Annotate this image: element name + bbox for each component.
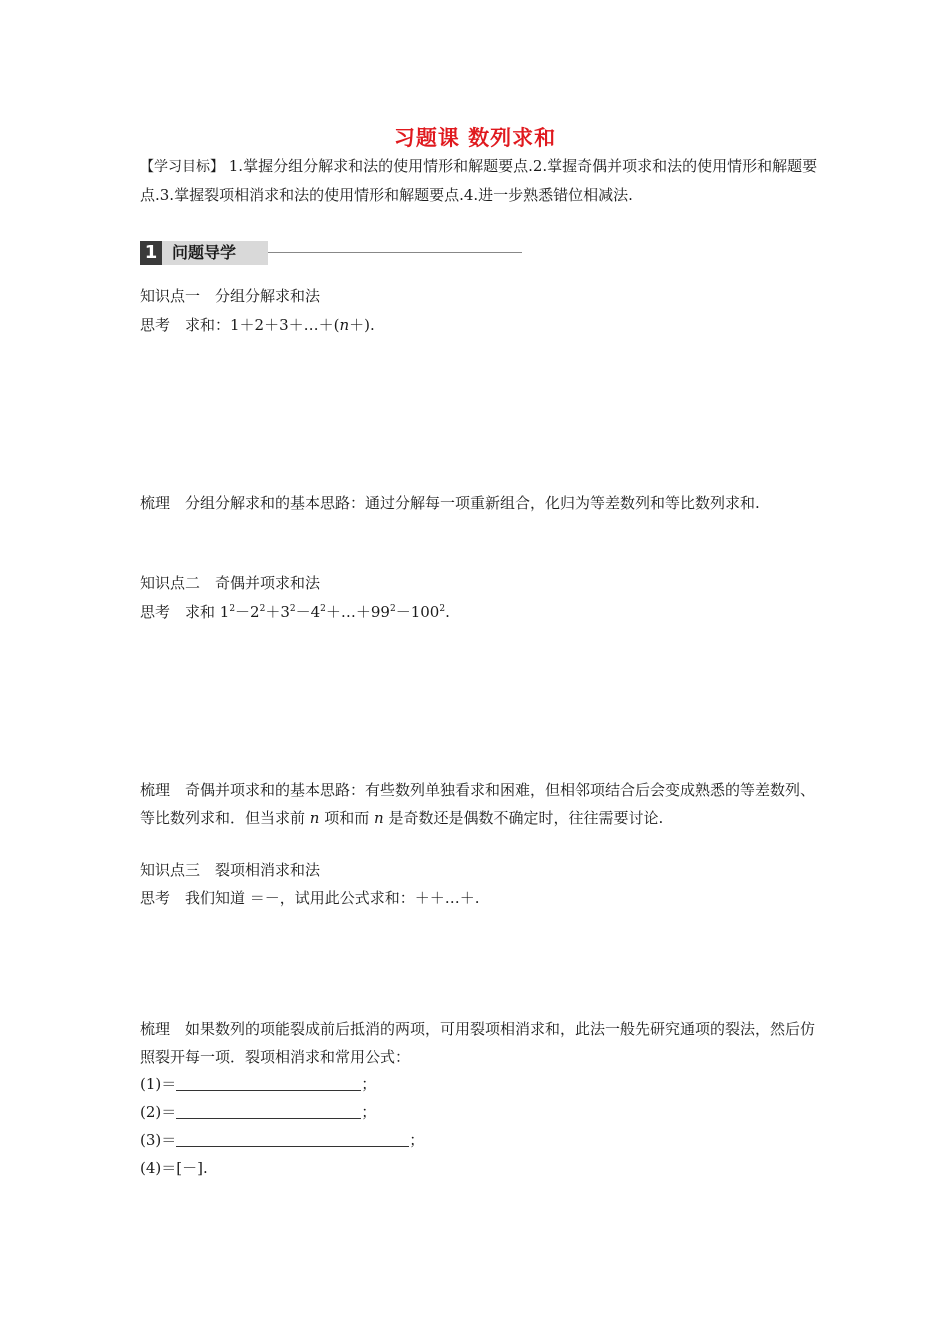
formula-end: ； [361, 1103, 377, 1121]
formula-3 [140, 1129, 424, 1151]
answer-blank[interactable] [176, 1076, 361, 1091]
formula-label: (3)＝ [140, 1131, 177, 1149]
k2-think-part: . [445, 603, 450, 621]
k2-think-part: －100 [395, 603, 440, 621]
k2-think-exp: 2 [439, 604, 446, 614]
k2-think-part: －4 [295, 603, 321, 621]
k2-think-exp: 2 [289, 604, 296, 614]
section-label: 问题导学 [162, 241, 268, 265]
k2-think-part: ＋…＋99 [325, 603, 390, 621]
formula-2 [140, 1101, 376, 1123]
answer-blank[interactable] [176, 1104, 361, 1119]
k2-summary-text: 项和而 [319, 809, 374, 827]
formula-1 [140, 1073, 376, 1095]
section-banner [140, 241, 522, 265]
formula-end: ； [361, 1075, 377, 1093]
formula-end: ； [409, 1131, 425, 1149]
k2-think-exp: 2 [389, 604, 396, 614]
k2-think-part: 思考 求和 1 [140, 603, 230, 621]
formula-label: (4)＝[－]. [140, 1159, 208, 1177]
learning-goals-text: 1.掌握分组分解求和法的使用情形和解题要点.2.掌握奇偶并项求和法的使用情形和解题要点.3.掌握裂项相消求和法的使用情形和解题要点.4.进一步熟悉错位相减法. [140, 157, 818, 204]
k2-summary [140, 776, 820, 832]
answer-blank[interactable] [176, 1132, 409, 1147]
k1-think-prefix: 思考 求和：1＋2＋3＋…＋( [140, 316, 340, 334]
section-number: 1 [140, 241, 162, 265]
k1-summary: 梳理 分组分解求和的基本思路：通过分解每一项重新组合，化归为等差数列和等比数列求和. [140, 494, 760, 512]
k1-think-n: n [339, 316, 350, 334]
k2-think-exp: 2 [229, 604, 236, 614]
k2-summary-n: n [309, 809, 320, 827]
k1-think [140, 314, 375, 336]
formula-label: (2)＝ [140, 1103, 177, 1121]
k3-think: 思考 我们知道 ＝－，试用此公式求和：＋＋…＋. [140, 889, 480, 907]
page-title: 习题课 数列求和 [393, 126, 557, 150]
formula-label: (1)＝ [140, 1075, 177, 1093]
learning-goals [140, 152, 820, 209]
k2-think-part: －2 [235, 603, 260, 621]
k2-heading: 知识点二 奇偶并项求和法 [140, 574, 321, 592]
learning-goals-tag: 【学习目标】 [140, 159, 224, 175]
k2-think-part: ＋3 [265, 603, 290, 621]
k2-summary-text: 是奇数还是偶数不确定时，往往需要讨论. [383, 809, 664, 827]
k2-think-exp: 2 [259, 604, 266, 614]
k2-summary-n: n [374, 809, 384, 827]
k2-summary-text: 梳理 奇偶并项求和的基本思路：有些数列单独看求和困难，但相邻项结合后会变成熟悉的等差数列、等比数列求和．但当求前 [140, 781, 816, 827]
k2-think-exp: 2 [320, 604, 326, 614]
k1-think-suffix: ＋). [349, 316, 375, 334]
k1-heading: 知识点一 分组分解求和法 [140, 287, 321, 305]
section-divider [268, 252, 522, 253]
k3-summary: 梳理 如果数列的项能裂成前后抵消的两项，可用裂项相消求和，此法一般先研究通项的裂法，然后仿照裂开每一项．裂项相消求和常用公式： [140, 1020, 816, 1066]
k2-think [140, 601, 450, 623]
k3-heading: 知识点三 裂项相消求和法 [140, 861, 321, 879]
formula-4 [140, 1157, 208, 1179]
